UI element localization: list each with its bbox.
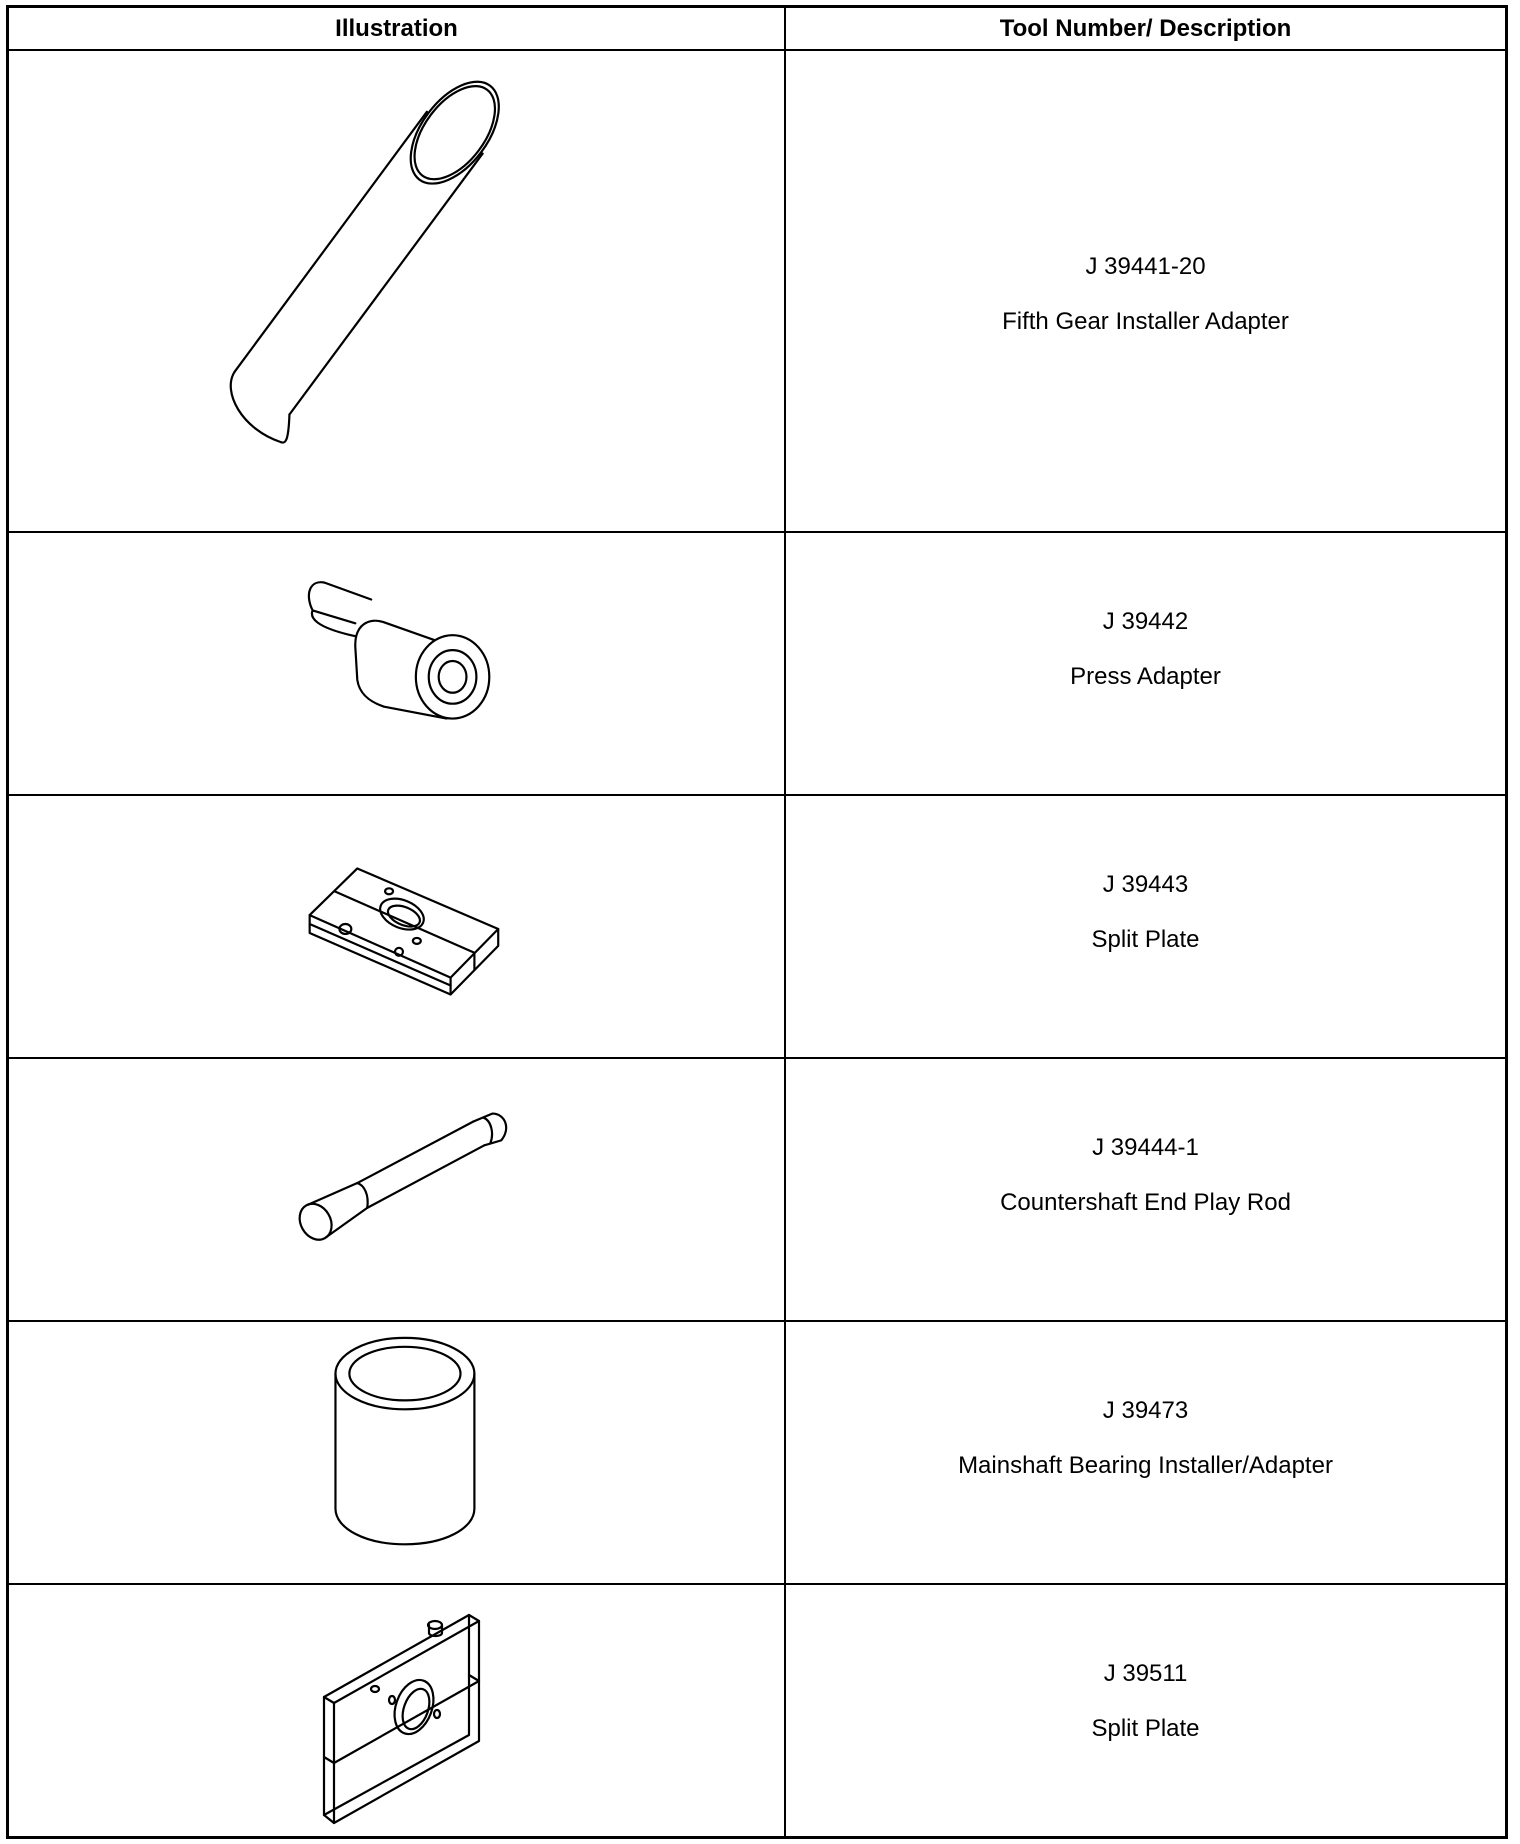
illustration-cell <box>9 1585 784 1836</box>
table-row <box>9 51 1505 533</box>
table-row <box>9 1322 1505 1585</box>
tool-number: J 39473 <box>1102 1397 1189 1424</box>
tool-number: J 39443 <box>1102 871 1189 898</box>
table-row <box>9 1059 1505 1322</box>
tool-number: J 39444-1 <box>1092 1134 1199 1161</box>
end-play-rod-icon <box>9 1059 784 1320</box>
illustration-cell <box>9 1059 784 1320</box>
table-row <box>9 533 1505 796</box>
table-row <box>9 1585 1505 1836</box>
tube-adapter-icon <box>9 51 784 531</box>
split-plate-upright-icon <box>9 1585 784 1836</box>
tool-description: Fifth Gear Installer Adapter <box>1002 308 1289 335</box>
illustration-cell <box>9 51 784 531</box>
table-header-row <box>9 8 1505 51</box>
description-cell <box>786 1322 1505 1583</box>
illustration-cell <box>9 1322 784 1583</box>
press-adapter-icon <box>9 533 784 794</box>
tool-description: Split Plate <box>1091 926 1200 953</box>
illustration-cell <box>9 796 784 1057</box>
tool-number: J 39441-20 <box>1085 253 1206 280</box>
tool-number: J 39511 <box>1103 1660 1188 1687</box>
tool-number: J 39442 <box>1102 608 1189 635</box>
split-plate-icon <box>9 796 784 1057</box>
description-cell <box>786 533 1505 794</box>
description-cell <box>786 1059 1505 1320</box>
header-tool-number-description: Tool Number/ Description <box>999 15 1292 42</box>
description-cell <box>786 51 1505 531</box>
tool-description: Countershaft End Play Rod <box>1000 1189 1291 1216</box>
tool-description: Press Adapter <box>1070 663 1221 690</box>
tool-description: Split Plate <box>1091 1715 1200 1742</box>
special-tools-table <box>6 5 1508 1839</box>
column-divider <box>784 8 786 1836</box>
bearing-installer-icon <box>9 1322 784 1583</box>
description-cell <box>786 796 1505 1057</box>
header-illustration: Illustration <box>335 15 458 42</box>
table-row <box>9 796 1505 1059</box>
tool-description: Mainshaft Bearing Installer/Adapter <box>958 1452 1333 1479</box>
description-cell <box>786 1585 1505 1836</box>
illustration-cell <box>9 533 784 794</box>
